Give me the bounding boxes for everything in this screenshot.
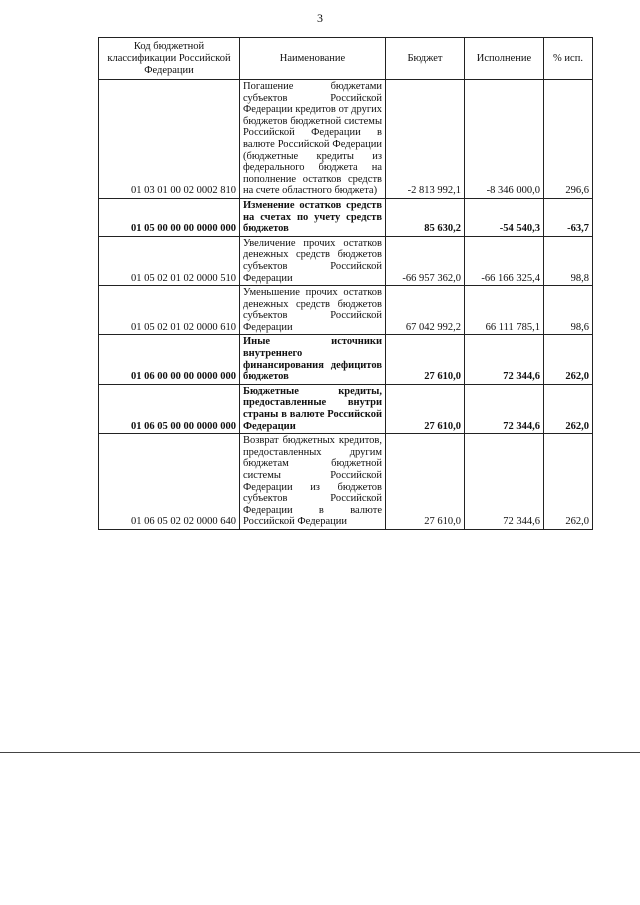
row-percent: 98,8 bbox=[544, 236, 593, 285]
table-row bbox=[99, 384, 593, 433]
row-name: Уменьшение прочих остатков денежных средств бюджетов субъектов Российской Федерации bbox=[240, 286, 386, 335]
header-execution: Исполнение bbox=[465, 38, 544, 80]
row-execution: 66 111 785,1 bbox=[465, 286, 544, 335]
row-name: Возврат бюджетных кредитов, предоставленных другим бюджетам бюджетной системы Российской Федерации из бюджетов субъектов Российской Федерации в валюте Российской Федерации bbox=[240, 434, 386, 530]
row-execution: 72 344,6 bbox=[465, 434, 544, 530]
row-name: Изменение остатков средств на счетах по учету средств бюджетов bbox=[240, 198, 386, 236]
row-execution: 72 344,6 bbox=[465, 384, 544, 433]
footer-divider-line bbox=[0, 752, 640, 753]
row-code: 01 05 02 01 02 0000 510 bbox=[99, 236, 240, 285]
row-name: Бюджетные кредиты, предоставленные внутри страны в валюте Российской Федерации bbox=[240, 384, 386, 433]
row-code: 01 06 00 00 00 0000 000 bbox=[99, 335, 240, 384]
row-budget: 67 042 992,2 bbox=[386, 286, 465, 335]
row-execution: 72 344,6 bbox=[465, 335, 544, 384]
page-number: 3 bbox=[317, 11, 323, 25]
row-budget: 27 610,0 bbox=[386, 434, 465, 530]
row-execution: -54 540,3 bbox=[465, 198, 544, 236]
row-percent: 262,0 bbox=[544, 335, 593, 384]
row-name: Погашение бюджетами субъектов Российской Федерации кредитов от других бюджетов бюджетной системы Российской Федерации в валюте Российской Федерации (бюджетные кредиты из федерального бюджета на пополнение остатков средств на счете областного бюджета) bbox=[240, 80, 386, 199]
row-percent: 98,6 bbox=[544, 286, 593, 335]
table-row bbox=[99, 198, 593, 236]
row-execution: -66 166 325,4 bbox=[465, 236, 544, 285]
row-code: 01 05 02 01 02 0000 610 bbox=[99, 286, 240, 335]
row-budget: 27 610,0 bbox=[386, 384, 465, 433]
table-row bbox=[99, 434, 593, 530]
table-row bbox=[99, 286, 593, 335]
header-name: Наименование bbox=[240, 38, 386, 80]
row-percent: -63,7 bbox=[544, 198, 593, 236]
row-name: Увеличение прочих остатков денежных средств бюджетов субъектов Российской Федерации bbox=[240, 236, 386, 285]
row-code: 01 06 05 02 02 0000 640 bbox=[99, 434, 240, 530]
row-budget: -66 957 362,0 bbox=[386, 236, 465, 285]
row-percent: 262,0 bbox=[544, 384, 593, 433]
row-budget: 27 610,0 bbox=[386, 335, 465, 384]
table-row bbox=[99, 236, 593, 285]
header-budget: Бюджет bbox=[386, 38, 465, 80]
row-execution: -8 346 000,0 bbox=[465, 80, 544, 199]
row-code: 01 03 01 00 02 0002 810 bbox=[99, 80, 240, 199]
table-header-row bbox=[99, 38, 593, 80]
row-budget: -2 813 992,1 bbox=[386, 80, 465, 199]
row-code: 01 06 05 00 00 0000 000 bbox=[99, 384, 240, 433]
table-row bbox=[99, 80, 593, 199]
row-percent: 262,0 bbox=[544, 434, 593, 530]
budget-sources-table bbox=[98, 37, 593, 530]
row-code: 01 05 00 00 00 0000 000 bbox=[99, 198, 240, 236]
header-code: Код бюджетной классификации Российской Федерации bbox=[99, 38, 240, 80]
header-percent: % исп. bbox=[544, 38, 593, 80]
row-name: Иные источники внутреннего финансирования дефицитов бюджетов bbox=[240, 335, 386, 384]
table-row bbox=[99, 335, 593, 384]
row-budget: 85 630,2 bbox=[386, 198, 465, 236]
row-percent: 296,6 bbox=[544, 80, 593, 199]
